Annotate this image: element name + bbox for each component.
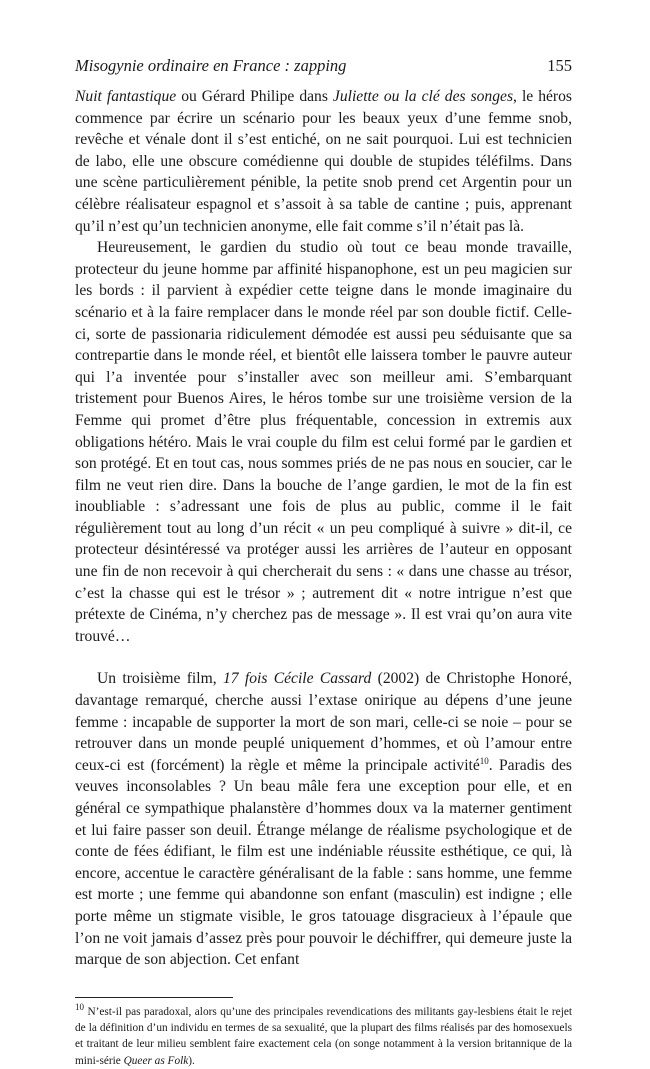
film-title-juliette: Juliette ou la clé des songes <box>332 88 514 105</box>
paragraph-1-text-b: , le héros commence par écrire un scénario pour les beaux yeux d’une femme snob, revêche et vénale dont il s’est entiché, on ne sait pourquoi. Lui est technicien de labo, elle une obscure comédienne qui double de stupides téléfilms. Dans une scène particulièrement pénible, la petite snob prend cet Argentin pour un célèbre réalisateur espagnol et s’assoit à sa table de cantine ; puis, apprenant qu’il n’est qu’un technicien anonyme, elle fait comme s’il n’était pas là. <box>75 88 572 235</box>
film-title-nuit-fantastique: Nuit fantastique <box>75 88 177 105</box>
footnote-divider <box>75 997 233 998</box>
book-page <box>75 56 572 1069</box>
paragraph-3-text-a: Un troisième film, <box>97 670 223 688</box>
footnote-number: 10 <box>75 1001 84 1012</box>
body-text <box>75 86 572 971</box>
paragraph-3 <box>75 668 572 970</box>
footnote-text-b: ). <box>188 1054 195 1067</box>
paragraph-3-text-b: (2002) de Christophe Honoré, davantage remarqué, cherche aussi l’extase onirique au dépens d’une jeune femme : incapable de supporter la mort de son mari, celle-ci se noie – pour se retrouver dans un monde peuplé uniquement d’hommes, et où l’amour entre ceux-ci est (forcément) la règle et même la principale activité <box>75 670 572 774</box>
film-title-cecile-cassard: 17 fois Cécile Cassard <box>222 670 372 688</box>
footnote <box>75 1001 572 1069</box>
paragraph-1 <box>75 86 572 237</box>
paragraph-3-text-c: . Paradis des veuves inconsolables ? Un beau mâle fera une exception pour elle, et en général ce sympathique phalanstère d’hommes doux va la materner gentiment et lui faire passer son deuil. Étrange mélange de réalisme psychologique et de conte de fées édifiant, le film est une indéniable réussite esthétique, ce qui, là encore, accentue le caractère généralisant de la fable : sans homme, une femme est morte ; une femme qui abandonne son enfant (masculin) est indigne ; elle porte même un stigmate visible, le gros tatouage disgracieux à l’épaule que l’on ne voit jamais d’assez près pour pouvoir le déchiffrer, qui demeure juste la marque de son abjection. Cet enfant <box>75 756 572 969</box>
series-title-queer-as-folk: Queer as Folk <box>123 1054 189 1067</box>
paragraph-2: Heureusement, le gardien du studio où tout ce beau monde travaille, protecteur du jeune homme par affinité hispanophone, est un peu magicien sur les bords : il parvient à expédier cette teigne dans le monde imaginaire du scénario et à la faire remplacer dans le monde réel par son double fictif. Celle-ci, sorte de passionaria ridiculement démodée est aussi peu séduisante que sa contrepartie dans le monde réel, et bientôt elle laissera tomber le pauvre auteur qui l’a inventée pour s’installer avec son meilleur ami. S’embarquant tristement pour Buenos Aires, le héros tombe sur une troisième version de la Femme qui promet d’être plus fréquentable, concession in extremis aux obligations hétéro. Mais le vrai couple du film est celui formé par le gardien et son protégé. Et en tout cas, nous sommes priés de ne pas nous en soucier, car le film ne veut rien dire. Dans la bouche de l’ange gardien, le mot de la fin est inoubliable : s’adressant une fois de plus au public, comme il le fait régulièrement tout au long d’un récit « un peu compliqué à suivre » dit-il, ce protecteur désintéressé va protéger aussi les arrières de l’auteur en opposant une fin de non recevoir à qui chercherait du sens : « dans une chasse au trésor, c’est la chasse qui est le trésor » ; autrement dit « notre intrigue n’est que prétexte de Cinéma, n’y cherchez pas de message ». Il est vrai qu’on aura vite trouvé… <box>75 239 572 645</box>
footnote-text-a: N’est-il pas paradoxal, alors qu’une des principales revendications des militants gay-lesbiens était le rejet de la définition d’un individu en termes de sa sexualité, que la plupart des films réalisés par des homosexuels et traitant de leur milieu semblent faire exactement cela (on songe notamment à la version britannique de la mini-série <box>75 1005 572 1067</box>
running-title: Misogynie ordinaire en France : zapping <box>75 56 347 75</box>
paragraph-1-text-a: ou Gérard Philipe dans <box>176 88 333 105</box>
page-number: 155 <box>547 56 572 75</box>
running-header <box>75 56 572 76</box>
footnote-reference[interactable]: 10 <box>479 755 489 766</box>
